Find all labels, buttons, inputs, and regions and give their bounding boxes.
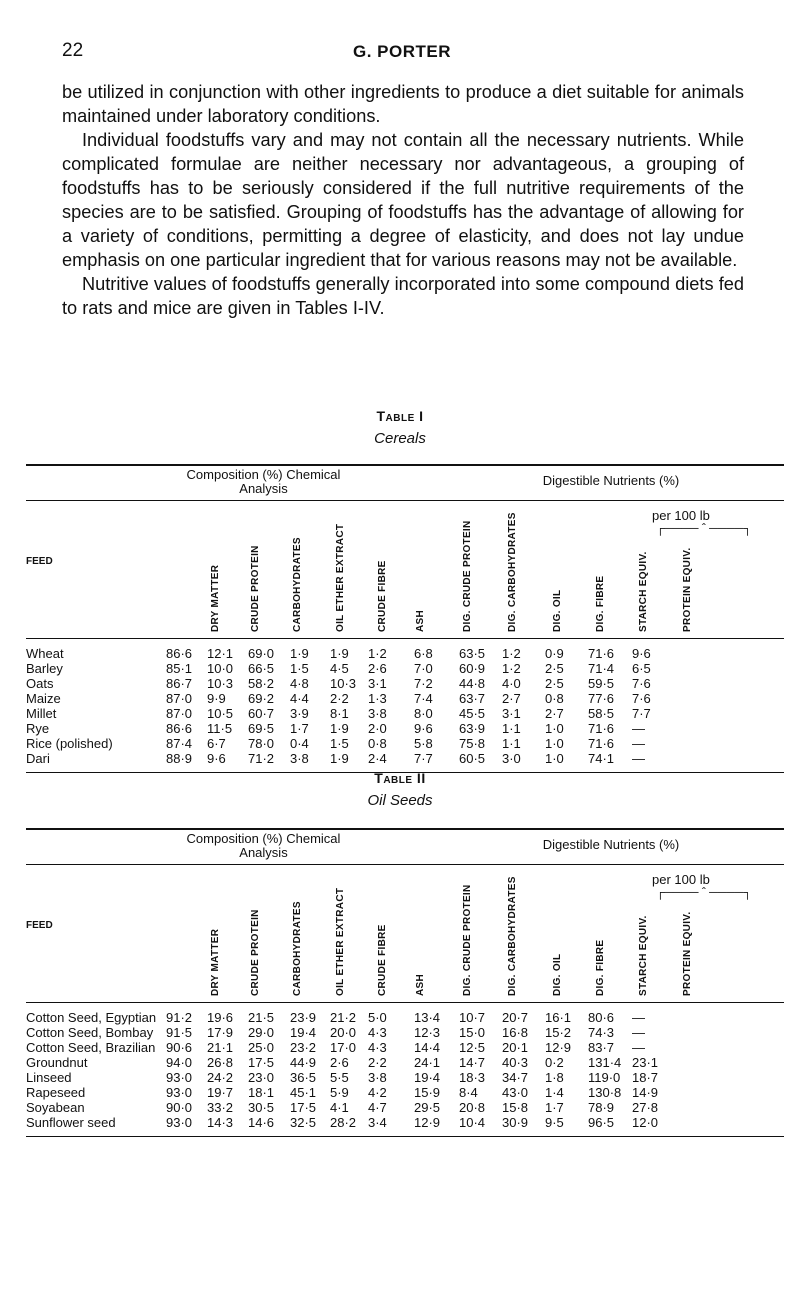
cell-value: 1·9 [290, 646, 309, 661]
cell-value: 60·7 [248, 706, 275, 721]
cell-value: 4·0 [502, 676, 521, 691]
feed-column-header: FEED [26, 920, 53, 931]
cell-value: 86·7 [166, 676, 193, 691]
feed-name: Barley [26, 661, 63, 676]
column-header: CARBOHYDRATES [292, 901, 303, 996]
cell-value: 2·0 [368, 721, 387, 736]
cell-value: 14·4 [414, 1040, 441, 1055]
table-row [26, 1085, 784, 1100]
cell-value: — [632, 751, 645, 766]
cell-value: 69·0 [248, 646, 275, 661]
cell-value: 130·8 [588, 1085, 622, 1100]
cell-value: 3·1 [502, 706, 521, 721]
cell-value: 91·5 [166, 1025, 193, 1040]
cell-value: 63·7 [459, 691, 486, 706]
cell-value: 15·9 [414, 1085, 441, 1100]
table-2-number: Table II [374, 770, 426, 786]
cell-value: 10·5 [207, 706, 234, 721]
cell-value: 14·9 [632, 1085, 659, 1100]
cell-value: 87·0 [166, 706, 193, 721]
cell-value: 1·0 [545, 721, 564, 736]
cell-value: 4·3 [368, 1040, 387, 1055]
cell-value: 14·7 [459, 1055, 486, 1070]
cell-value: 58·2 [248, 676, 275, 691]
cell-value: 71·6 [588, 736, 615, 751]
cell-value: 2·4 [368, 751, 387, 766]
column-header: DIG. CRUDE PROTEIN [462, 520, 473, 632]
cell-value: 20·7 [502, 1010, 529, 1025]
cell-value: 85·1 [166, 661, 193, 676]
per-100lb-brace: ┌──── ˆ ────┐ [656, 885, 752, 899]
cell-value: 1·0 [545, 736, 564, 751]
table-row [26, 676, 784, 691]
cell-value: 1·9 [330, 721, 349, 736]
column-header: DIG. OIL [552, 589, 563, 632]
cell-value: 74·1 [588, 751, 615, 766]
cell-value: 0·2 [545, 1055, 564, 1070]
table-row [26, 721, 784, 736]
cell-value: 17·9 [207, 1025, 234, 1040]
cell-value: 9·9 [207, 691, 226, 706]
feed-name: Sunflower seed [26, 1115, 116, 1130]
cell-value: 2·7 [502, 691, 521, 706]
cell-value: 1·8 [545, 1070, 564, 1085]
cell-value: 58·5 [588, 706, 615, 721]
cell-value: 17·5 [290, 1100, 317, 1115]
cell-value: 71·6 [588, 646, 615, 661]
cell-value: 71·2 [248, 751, 275, 766]
cell-value: 23·0 [248, 1070, 275, 1085]
table-2-caption [0, 770, 800, 809]
cell-value: 4·4 [290, 691, 309, 706]
column-header: CARBOHYDRATES [292, 537, 303, 632]
cell-value: 66·5 [248, 661, 275, 676]
cell-value: 40·3 [502, 1055, 529, 1070]
cell-value: 12·9 [414, 1115, 441, 1130]
cell-value: 9·5 [545, 1115, 564, 1130]
table-oil-seeds [26, 824, 784, 1130]
cell-value: 4·7 [368, 1100, 387, 1115]
table-row [26, 1010, 784, 1025]
column-header: DIG. FIBRE [595, 575, 606, 632]
cell-value: 12·0 [632, 1115, 659, 1130]
cell-value: 44·8 [459, 676, 486, 691]
cell-value: 20·0 [330, 1025, 357, 1040]
column-header: DIG. CRUDE PROTEIN [462, 884, 473, 996]
cell-value: — [632, 1025, 645, 1040]
cell-value: 1·2 [368, 646, 387, 661]
top-rule [26, 464, 784, 466]
cell-value: 19·4 [290, 1025, 317, 1040]
cell-value: 10·0 [207, 661, 234, 676]
cell-value: 30·5 [248, 1100, 275, 1115]
cell-value: 86·6 [166, 721, 193, 736]
table-row [26, 1070, 784, 1085]
running-head-author: G. PORTER [352, 42, 451, 61]
cell-value: 34·7 [502, 1070, 529, 1085]
feed-name: Millet [26, 706, 57, 721]
cell-value: 16·1 [545, 1010, 572, 1025]
feed-name: Rye [26, 721, 50, 736]
cell-value: 33·2 [207, 1100, 234, 1115]
cell-value: 15·2 [545, 1025, 572, 1040]
cell-value: 71·6 [588, 721, 615, 736]
cell-value: 16·8 [502, 1025, 529, 1040]
cell-value: 3·8 [368, 706, 387, 721]
cell-value: 1·2 [502, 661, 521, 676]
cell-value: 87·0 [166, 691, 193, 706]
cell-value: 119·0 [588, 1070, 621, 1085]
cell-value: 18·7 [632, 1070, 659, 1085]
cell-value: 1·9 [330, 751, 349, 766]
cell-value: 90·6 [166, 1040, 193, 1055]
cell-value: 0·4 [290, 736, 309, 751]
cell-value: 71·4 [588, 661, 615, 676]
column-header: CRUDE FIBRE [377, 924, 388, 996]
cell-value: 14·3 [207, 1115, 234, 1130]
cell-value: 17·0 [330, 1040, 357, 1055]
cell-value: 94·0 [166, 1055, 193, 1070]
feed-name: Linseed [26, 1070, 72, 1085]
cell-value: 23·9 [290, 1010, 317, 1025]
cell-value: 29·5 [414, 1100, 441, 1115]
table-2-subtitle: Oil Seeds [367, 792, 433, 809]
cell-value: — [632, 1010, 645, 1025]
cell-value: 18·1 [248, 1085, 275, 1100]
cell-value: 21·5 [248, 1010, 275, 1025]
table-row [26, 661, 784, 676]
cell-value: 15·8 [502, 1100, 529, 1115]
cell-value: 86·6 [166, 646, 193, 661]
cell-value: 3·8 [368, 1070, 387, 1085]
table-row [26, 736, 784, 751]
cell-value: 25·0 [248, 1040, 275, 1055]
cell-value: 7·6 [632, 691, 651, 706]
group-rule [26, 500, 784, 501]
cell-value: 60·9 [459, 661, 486, 676]
cell-value: 36·5 [290, 1070, 317, 1085]
cell-value: 3·0 [502, 751, 521, 766]
cell-value: 1·5 [330, 736, 349, 751]
cell-value: 2·5 [545, 661, 564, 676]
cell-value: 44·9 [290, 1055, 317, 1070]
header-rule [26, 1002, 784, 1003]
cell-value: 19·6 [207, 1010, 234, 1025]
cell-value: — [632, 736, 645, 751]
cell-value: 1·5 [290, 661, 309, 676]
cell-value: 3·8 [290, 751, 309, 766]
body-text [62, 80, 744, 320]
cell-value: 2·2 [368, 1055, 387, 1070]
cell-value: 18·3 [459, 1070, 486, 1085]
column-header: STARCH EQUIV. [638, 551, 649, 632]
paragraph: Nutritive values of foodstuffs generally incorporated into some compound diets fed to rats and mice are given in Tables I-IV. [62, 274, 744, 318]
table-row [26, 751, 784, 766]
cell-value: 7·4 [414, 691, 433, 706]
column-header: DIG. CARBOHYDRATES [507, 512, 518, 632]
cell-value: 8·0 [414, 706, 433, 721]
cell-value: 27·8 [632, 1100, 659, 1115]
digestible-group-header: Digestible Nutrients (%) [542, 473, 680, 488]
cell-value: 1·3 [368, 691, 387, 706]
cell-value: 2·2 [330, 691, 349, 706]
table-1-caption [0, 408, 800, 447]
table-row [26, 1055, 784, 1070]
cell-value: 5·9 [330, 1085, 349, 1100]
cell-value: 80·6 [588, 1010, 615, 1025]
cell-value: 29·0 [248, 1025, 275, 1040]
table-row [26, 691, 784, 706]
feed-name: Cotton Seed, Egyptian [26, 1010, 157, 1025]
cell-value: 69·2 [248, 691, 275, 706]
cell-value: 74·3 [588, 1025, 615, 1040]
cell-value: 24·2 [207, 1070, 234, 1085]
table-row [26, 706, 784, 721]
cell-value: 9·6 [207, 751, 226, 766]
cell-value: 60·5 [459, 751, 486, 766]
feed-name: Oats [26, 676, 54, 691]
feed-name: Soyabean [26, 1100, 85, 1115]
cell-value: 10·3 [330, 676, 357, 691]
cell-value: 24·1 [414, 1055, 441, 1070]
cell-value: 10·7 [459, 1010, 486, 1025]
cell-value: 6·7 [207, 736, 226, 751]
table-row [26, 1025, 784, 1040]
cell-value: 2·6 [368, 661, 387, 676]
feed-name: Cotton Seed, Bombay [26, 1025, 154, 1040]
cell-value: 4·1 [330, 1100, 349, 1115]
per-100lb-label: per 100 lb [652, 872, 710, 887]
feed-name: Dari [26, 751, 50, 766]
cell-value: 6·8 [414, 646, 433, 661]
cell-value: 28·2 [330, 1115, 357, 1130]
cell-value: 3·4 [368, 1115, 387, 1130]
page-number: 22 [62, 40, 84, 61]
column-header: CRUDE PROTEIN [250, 909, 261, 996]
table-row [26, 1115, 784, 1130]
bottom-rule [26, 1136, 784, 1137]
cell-value: 23·1 [632, 1055, 659, 1070]
column-header: OIL ETHER EXTRACT [335, 887, 346, 996]
feed-name: Rapeseed [26, 1085, 86, 1100]
cell-value: 30·9 [502, 1115, 529, 1130]
column-header: PROTEIN EQUIV. [682, 547, 693, 632]
column-header: DRY MATTER [210, 564, 221, 632]
cell-value: 69·5 [248, 721, 275, 736]
cell-value: 63·9 [459, 721, 486, 736]
cell-value: 87·4 [166, 736, 193, 751]
cell-value: 7·6 [632, 676, 651, 691]
cell-value: 93·0 [166, 1085, 193, 1100]
feed-name: Wheat [26, 646, 64, 661]
cell-value: 88·9 [166, 751, 193, 766]
cell-value: 15·0 [459, 1025, 486, 1040]
cell-value: 12·1 [207, 646, 234, 661]
cell-value: 5·8 [414, 736, 433, 751]
cell-value: 2·7 [545, 706, 564, 721]
cell-value: 17·5 [248, 1055, 275, 1070]
cell-value: 20·8 [459, 1100, 486, 1115]
cell-value: 1·1 [502, 736, 521, 751]
cell-value: 43·0 [502, 1085, 529, 1100]
header-rule [26, 638, 784, 639]
cell-value: 1·2 [502, 646, 521, 661]
cell-value: 1·0 [545, 751, 564, 766]
cell-value: 96·5 [588, 1115, 615, 1130]
cell-value: 63·5 [459, 646, 486, 661]
per-100lb-brace: ┌──── ˆ ────┐ [656, 521, 752, 535]
cell-value: 6·5 [632, 661, 651, 676]
cell-value: 12·3 [414, 1025, 441, 1040]
cell-value: 12·5 [459, 1040, 486, 1055]
composition-group-header: Composition (%) Chemical Analysis [186, 467, 341, 496]
column-header: DIG. CARBOHYDRATES [507, 876, 518, 996]
cell-value: 59·5 [588, 676, 615, 691]
cell-value: 3·9 [290, 706, 309, 721]
column-header: DRY MATTER [210, 928, 221, 996]
feed-column-header: FEED [26, 556, 53, 567]
cell-value: 9·6 [414, 721, 433, 736]
cell-value: 78·0 [248, 736, 275, 751]
feed-name: Rice (polished) [26, 736, 113, 751]
cell-value: 7·7 [414, 751, 433, 766]
cell-value: 7·7 [632, 706, 651, 721]
column-header: DIG. FIBRE [595, 939, 606, 996]
cell-value: 78·9 [588, 1100, 615, 1115]
cell-value: 21·1 [207, 1040, 234, 1055]
cell-value: 19·7 [207, 1085, 234, 1100]
cell-value: 32·5 [290, 1115, 317, 1130]
cell-value: 83·7 [588, 1040, 615, 1055]
cell-value: 4·8 [290, 676, 309, 691]
cell-value: 26·8 [207, 1055, 234, 1070]
cell-value: 7·0 [414, 661, 433, 676]
column-header: OIL ETHER EXTRACT [335, 523, 346, 632]
cell-value: 1·7 [290, 721, 309, 736]
cell-value: 5·5 [330, 1070, 349, 1085]
cell-value: 93·0 [166, 1070, 193, 1085]
column-header: ASH [415, 609, 426, 632]
cell-value: 21·2 [330, 1010, 357, 1025]
cell-value: 1·1 [502, 721, 521, 736]
cell-value: 9·6 [632, 646, 651, 661]
cell-value: 11·5 [207, 721, 233, 736]
cell-value: 4·2 [368, 1085, 387, 1100]
cell-value: 2·5 [545, 676, 564, 691]
cell-value: 20·1 [502, 1040, 529, 1055]
cell-value: 8·1 [330, 706, 349, 721]
table-row [26, 1040, 784, 1055]
cell-value: 7·2 [414, 676, 433, 691]
cell-value: — [632, 1040, 645, 1055]
cell-value: 5·0 [368, 1010, 387, 1025]
cell-value: 4·3 [368, 1025, 387, 1040]
cell-value: 90·0 [166, 1100, 193, 1115]
column-header: DIG. OIL [552, 953, 563, 996]
table-row [26, 1100, 784, 1115]
column-header: CRUDE PROTEIN [250, 545, 261, 632]
cell-value: 91·2 [166, 1010, 193, 1025]
cell-value: 45·5 [459, 706, 486, 721]
column-header: ASH [415, 973, 426, 996]
composition-group-header: Composition (%) Chemical Analysis [186, 831, 341, 860]
paragraph: Individual foodstuffs vary and may not contain all the necessary nutrients. While complicated formulae are neither necessary nor advantageous, a grouping of foodstuffs has to be seriously considered if the full nutritive requirements of the species are to be satisfied. Grouping of foodstuffs has the advantage of allowing for a variety of conditions, permitting a degree of elasticity, and does not lay undue emphasis on one particular ingredient that for various reasons may not be available. [62, 130, 744, 270]
cell-value: 1·9 [330, 646, 349, 661]
cell-value: 13·4 [414, 1010, 441, 1025]
digestible-group-header: Digestible Nutrients (%) [542, 837, 680, 852]
cell-value: — [632, 721, 645, 736]
top-rule [26, 828, 784, 830]
cell-value: 10·3 [207, 676, 234, 691]
column-header: STARCH EQUIV. [638, 915, 649, 996]
cell-value: 1·4 [545, 1085, 564, 1100]
paragraph: be utilized in conjunction with other ingredients to produce a diet suitable for animals maintained under laboratory conditions. [62, 82, 744, 126]
cell-value: 93·0 [166, 1115, 193, 1130]
group-rule [26, 864, 784, 865]
per-100lb-label: per 100 lb [652, 508, 710, 523]
table-1-number: Table I [376, 408, 424, 424]
cell-value: 131·4 [588, 1055, 622, 1070]
feed-name: Groundnut [26, 1055, 88, 1070]
cell-value: 0·9 [545, 646, 564, 661]
feed-name: Maize [26, 691, 61, 706]
cell-value: 4·5 [330, 661, 349, 676]
cell-value: 0·8 [545, 691, 564, 706]
cell-value: 3·1 [368, 676, 387, 691]
cell-value: 23·2 [290, 1040, 317, 1055]
cell-value: 10·4 [459, 1115, 486, 1130]
table-cereals [26, 460, 784, 766]
cell-value: 12·9 [545, 1040, 572, 1055]
cell-value: 8·4 [459, 1085, 478, 1100]
table-row [26, 646, 784, 661]
cell-value: 75·8 [459, 736, 486, 751]
column-header: PROTEIN EQUIV. [682, 911, 693, 996]
cell-value: 45·1 [290, 1085, 317, 1100]
cell-value: 1·7 [545, 1100, 564, 1115]
cell-value: 77·6 [588, 691, 615, 706]
cell-value: 14·6 [248, 1115, 275, 1130]
cell-value: 19·4 [414, 1070, 441, 1085]
cell-value: 2·6 [330, 1055, 349, 1070]
feed-name: Cotton Seed, Brazilian [26, 1040, 156, 1055]
cell-value: 0·8 [368, 736, 387, 751]
column-header: CRUDE FIBRE [377, 560, 388, 632]
table-1-subtitle: Cereals [374, 430, 426, 447]
page-header [62, 40, 742, 70]
